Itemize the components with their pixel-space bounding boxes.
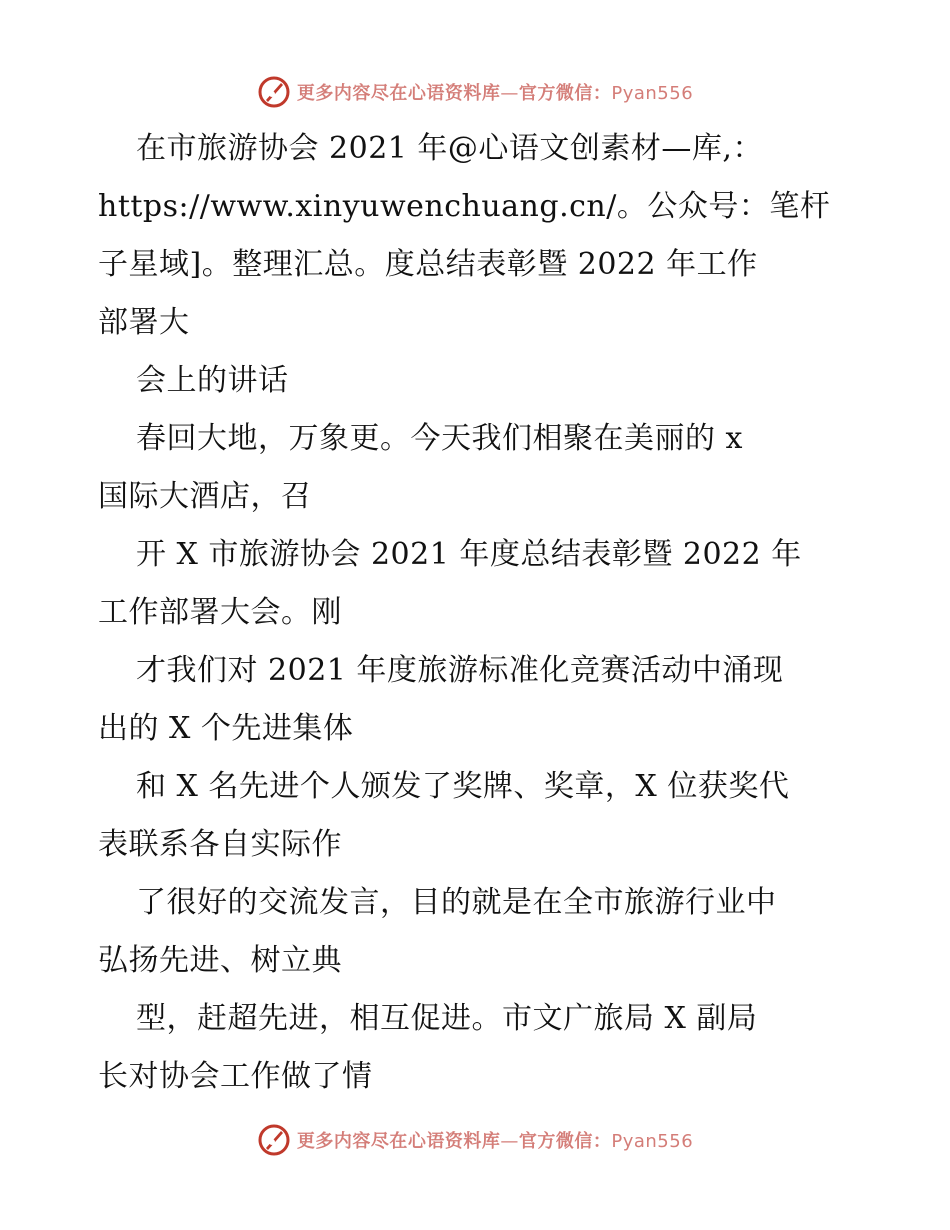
banner-dash: — xyxy=(500,1131,519,1152)
text-line: 国际大酒店，召 xyxy=(98,479,312,514)
banner-main: 更多内容尽在心语资料库 xyxy=(296,1131,501,1152)
quill-logo-icon xyxy=(257,1123,291,1157)
header-banner xyxy=(0,72,950,112)
banner-main: 更多内容尽在心语资料库 xyxy=(296,83,501,104)
banner-text xyxy=(297,79,693,105)
banner-sub: 官方微信： xyxy=(518,1131,612,1152)
text-line: 子星域]。整理汇总。度总结表彰暨 2022 年工作 xyxy=(98,247,758,282)
text-line: 春回大地，万象更。今天我们相聚在美丽的 x xyxy=(136,421,743,456)
footer-banner xyxy=(0,1120,950,1160)
text-line: 表联系各自实际作 xyxy=(98,827,342,862)
banner-sub: 官方微信： xyxy=(518,83,612,104)
text-line: 了很好的交流发言，目的就是在全市旅游行业中 xyxy=(136,885,777,920)
text-line: 会上的讲话 xyxy=(136,363,289,398)
text-line: 型，赶超先进，相互促进。市文广旅局 X 副局 xyxy=(136,1001,758,1036)
banner-account: Pyan556 xyxy=(611,1131,694,1152)
text-line: 在市旅游协会 2021 年@心语文创素材—库,： xyxy=(136,131,763,166)
text-line: 弘扬先进、树立典 xyxy=(98,943,342,978)
quill-logo-icon xyxy=(257,75,291,109)
text-line: 开 X 市旅游协会 2021 年度总结表彰暨 2022 年 xyxy=(136,537,802,572)
text-line: 出的 X 个先进集体 xyxy=(98,711,354,746)
banner-text xyxy=(297,1127,693,1153)
text-line: 长对协会工作做了情 xyxy=(98,1059,373,1094)
text-line: 工作部署大会。刚 xyxy=(98,595,342,630)
text-line: 和 X 名先进个人颁发了奖牌、奖章，X 位获奖代 xyxy=(136,769,790,804)
text-line: https://www.xinyuwenchuang.cn/。公众号：笔杆 xyxy=(98,189,831,224)
banner-account: Pyan556 xyxy=(611,83,694,104)
text-line: 部署大 xyxy=(98,305,190,340)
text-line: 才我们对 2021 年度旅游标准化竞赛活动中涌现 xyxy=(136,653,784,688)
document-body xyxy=(98,120,858,1106)
banner-dash: — xyxy=(500,83,519,104)
